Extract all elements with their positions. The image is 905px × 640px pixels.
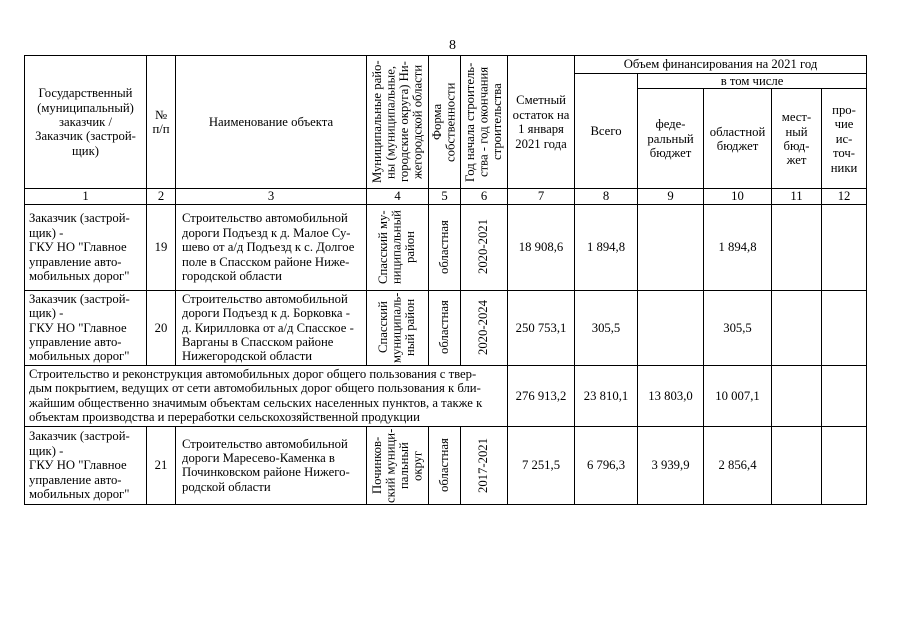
local-cell [772,426,822,504]
municipality-text: Починков- ский муници- пальный округ [369,428,424,503]
total-cell: 6 796,3 [575,426,638,504]
regional-cell: 1 894,8 [704,204,772,290]
remaining-cell: 276 913,2 [508,365,575,426]
years-text: 2017-2021 [476,437,491,493]
other-cell [822,290,867,365]
total-cell: 305,5 [575,290,638,365]
header-object-name: Наименование объекта [176,56,367,189]
regional-cell: 305,5 [704,290,772,365]
header-years-text: Год начала строитель- ства - год окончания строительства [462,62,504,182]
column-number: 3 [176,189,367,204]
section-row [25,365,867,426]
municipality-text: Спасский муниципаль- ный район [376,292,418,364]
table-row [25,290,867,365]
column-number: 8 [575,189,638,204]
header-number: № п/п [147,56,176,189]
column-number: 5 [429,189,461,204]
object-name-cell: Строительство автомобильной дороги Подъезд к д. Малое Су- шево от а/д Подъезд к с. Долгое поле в Спасском районе Ниже- городской области [176,204,367,290]
header-total: Всего [575,74,638,189]
remaining-cell: 250 753,1 [508,290,575,365]
customer-cell: Заказчик (застрой- щик) - ГКУ НО "Главное управление авто- мобильных дорог" [25,204,147,290]
customer-cell: Заказчик (застрой- щик) - ГКУ НО "Главное управление авто- мобильных дорог" [25,290,147,365]
municipality-text: Спасский му- ниципальный район [376,210,418,285]
section-title: Строительство и реконструкция автомобильных дорог общего пользования с твер- дым покрытием, ведущих от сети автомобильных дорог общего пользования к бли- жайшим общественно значимым объектам сельских населенных пунктов, а также к объектам производства и переработки сельскохозяйственной продукции [25,365,508,426]
page-number: 8 [449,38,456,53]
column-numbers-row [25,189,867,204]
header-funding-group: Объем финансирования на 2021 год [575,56,867,74]
column-number: 11 [772,189,822,204]
column-number: 2 [147,189,176,204]
row-number-cell: 20 [147,290,176,365]
years-cell [461,426,508,504]
other-cell [822,204,867,290]
column-number: 12 [822,189,867,204]
header-other: про- чие ис- точ- ники [822,89,867,189]
local-cell [772,365,822,426]
ownership-text: областная [436,220,451,275]
ownership-cell [429,426,461,504]
row-number-cell: 21 [147,426,176,504]
years-text: 2020-2024 [476,300,491,356]
column-number: 4 [367,189,429,204]
column-number: 7 [508,189,575,204]
remaining-cell: 18 908,6 [508,204,575,290]
federal-cell: 13 803,0 [638,365,704,426]
years-cell [461,290,508,365]
remaining-cell: 7 251,5 [508,426,575,504]
header-including: в том числе [638,74,867,89]
municipality-cell [367,204,429,290]
header-customer: Государственный (муниципальный) заказчик / Заказчик (застрой- щик) [25,56,147,189]
total-cell: 23 810,1 [575,365,638,426]
header-local: мест- ный бюд- жет [772,89,822,189]
local-cell [772,204,822,290]
ownership-cell [429,204,461,290]
object-name-cell: Строительство автомобильной дороги Маресево-Каменка в Починковском районе Нижего- родской области [176,426,367,504]
federal-cell: 3 939,9 [638,426,704,504]
municipality-cell [367,290,429,365]
ownership-text: областная [436,438,451,493]
table-row [25,204,867,290]
years-text: 2020-2021 [476,219,491,275]
header-federal: феде- ральный бюджет [638,89,704,189]
object-name-cell: Строительство автомобильной дороги Подъезд к д. Борковка - д. Кирилловка от а/д Спасское - Варганы в Спасском районе Нижегородской области [176,290,367,365]
header-years [461,56,508,189]
other-cell [822,365,867,426]
header-ownership [429,56,461,189]
federal-cell [638,290,704,365]
total-cell: 1 894,8 [575,204,638,290]
header-municipality-text: Муниципальные райо- ны (муниципальные, городские округа) Ни- жегородской области [369,60,424,184]
ownership-text: областная [436,300,451,355]
column-number: 9 [638,189,704,204]
customer-cell: Заказчик (застрой- щик) - ГКУ НО "Главное управление авто- мобильных дорог" [25,426,147,504]
years-cell [461,204,508,290]
regional-cell: 10 007,1 [704,365,772,426]
header-regional: областной бюджет [704,89,772,189]
federal-cell [638,204,704,290]
table-row [25,426,867,504]
header-ownership-text: Форма собственности [430,82,458,162]
other-cell [822,426,867,504]
local-cell [772,290,822,365]
column-number: 1 [25,189,147,204]
row-number-cell: 19 [147,204,176,290]
table-header-row [25,56,867,74]
ownership-cell [429,290,461,365]
funding-table [24,55,867,505]
column-number: 10 [704,189,772,204]
header-remaining: Сметный остаток на 1 января 2021 года [508,56,575,189]
regional-cell: 2 856,4 [704,426,772,504]
header-municipality [367,56,429,189]
column-number: 6 [461,189,508,204]
municipality-cell [367,426,429,504]
